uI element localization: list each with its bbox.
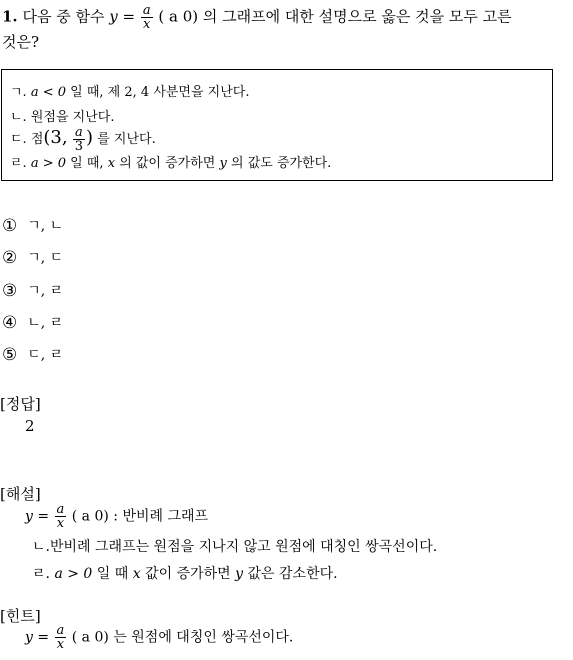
explanation-line-3-c: 값은 감소한다. [247, 566, 338, 582]
choice-3[interactable] [2, 280, 63, 301]
choice-3-text: ㄱ, ㄹ [27, 283, 64, 299]
choice-1[interactable] [2, 215, 63, 236]
statement-1-mark: ㄱ. [10, 85, 27, 100]
answer-label: [정답] [0, 395, 41, 413]
statement-4-text-2: 의 값이 증가하면 [119, 156, 216, 171]
statement-2-mark: ㄴ. [10, 110, 27, 125]
statement-2-text: 원점을 지난다. [30, 110, 115, 125]
question-condition: ( a 0) [158, 7, 199, 26]
choice-4-number: ④ [2, 313, 18, 333]
statement-3-point-close: ) [86, 127, 94, 148]
hint-line [25, 624, 293, 651]
hint-condition: ( a 0) [71, 629, 109, 646]
question-number: 1. [2, 7, 18, 26]
explanation-line-3 [32, 563, 338, 583]
statement-3-fraction [73, 126, 85, 153]
choice-1-text: ㄱ, ㄴ [27, 218, 64, 234]
explanation-line-3-mark: ㄹ. [32, 566, 50, 582]
question-line-2: 것은? [2, 33, 40, 51]
explanation-line-1 [25, 503, 208, 530]
explanation-condition: ( a 0) [71, 508, 109, 525]
question-fraction [141, 4, 153, 31]
statement-1-math: a < 0 [30, 85, 67, 100]
choice-5-number: ⑤ [2, 345, 18, 365]
explanation-line-3-x: x [132, 566, 141, 582]
choice-1-number: ① [2, 216, 18, 236]
explanation-line-3-y: y [235, 566, 244, 582]
explanation-frac-num: a [56, 502, 65, 517]
explanation-line-2: ㄴ.반비례 그래프는 원점을 지나지 않고 원점에 대칭인 쌍곡선이다. [32, 539, 438, 555]
hint-fraction [55, 624, 67, 651]
choice-4-text: ㄴ, ㄹ [27, 315, 64, 331]
statement-4-mark: ㄹ. [10, 156, 27, 171]
statement-3-frac-den: 3 [74, 139, 84, 154]
statement-4-text: 일 때, [70, 156, 104, 171]
explanation-fraction [55, 503, 67, 530]
explanation-line-3-a: 일 때 [96, 566, 129, 582]
statement-4-math: a > 0 [30, 156, 67, 171]
statement-4 [10, 152, 331, 171]
explanation-label: [해설] [0, 485, 41, 503]
statement-4-var-x: x [107, 156, 116, 171]
question-text-intro: 다음 중 함수 [22, 7, 105, 26]
choice-5[interactable] [2, 344, 63, 365]
choice-2[interactable] [2, 247, 63, 268]
explanation-line-3-b: 값이 증가하면 [145, 566, 231, 582]
explanation-line-1-rest: : 반비례 그래프 [113, 508, 209, 525]
choice-3-number: ③ [2, 281, 18, 301]
statement-3-point-open: (3, [43, 127, 68, 148]
explanation-func-lhs: y = [25, 508, 50, 525]
question-func-lhs: y = [109, 7, 136, 26]
statement-3-text: 를 지난다. [97, 132, 156, 147]
hint-rest: 는 원점에 대칭인 쌍곡선이다. [113, 629, 294, 646]
choice-2-number: ② [2, 248, 18, 268]
statement-1-text: 일 때, 제 2, 4 사분면을 지난다. [70, 85, 250, 100]
hint-func-lhs: y = [25, 629, 50, 646]
choice-2-text: ㄱ, ㄷ [27, 250, 64, 266]
statement-3-mark: ㄷ. [10, 132, 27, 147]
explanation-line-3-math: a > 0 [54, 566, 93, 582]
hint-frac-den: x [56, 637, 65, 652]
hint-label: [힌트] [0, 607, 41, 625]
explanation-frac-den: x [56, 516, 65, 531]
question-frac-num: a [142, 3, 151, 18]
statement-3-frac-num: a [73, 126, 85, 140]
choice-4[interactable] [2, 312, 63, 333]
question-frac-den: x [143, 17, 151, 32]
statement-3-pre: 점 [30, 132, 44, 147]
statement-4-text-3: 의 값도 증가한다. [231, 156, 332, 171]
hint-frac-num: a [56, 623, 65, 638]
question-line-1 [2, 4, 512, 31]
statement-1 [10, 81, 250, 100]
choice-5-text: ㄷ, ㄹ [27, 347, 64, 363]
answer-value: 2 [25, 417, 35, 435]
question-text-rest: 의 그래프에 대한 설명으로 옳은 것을 모두 고른 [202, 7, 512, 26]
statement-4-var-y: y [219, 156, 227, 171]
